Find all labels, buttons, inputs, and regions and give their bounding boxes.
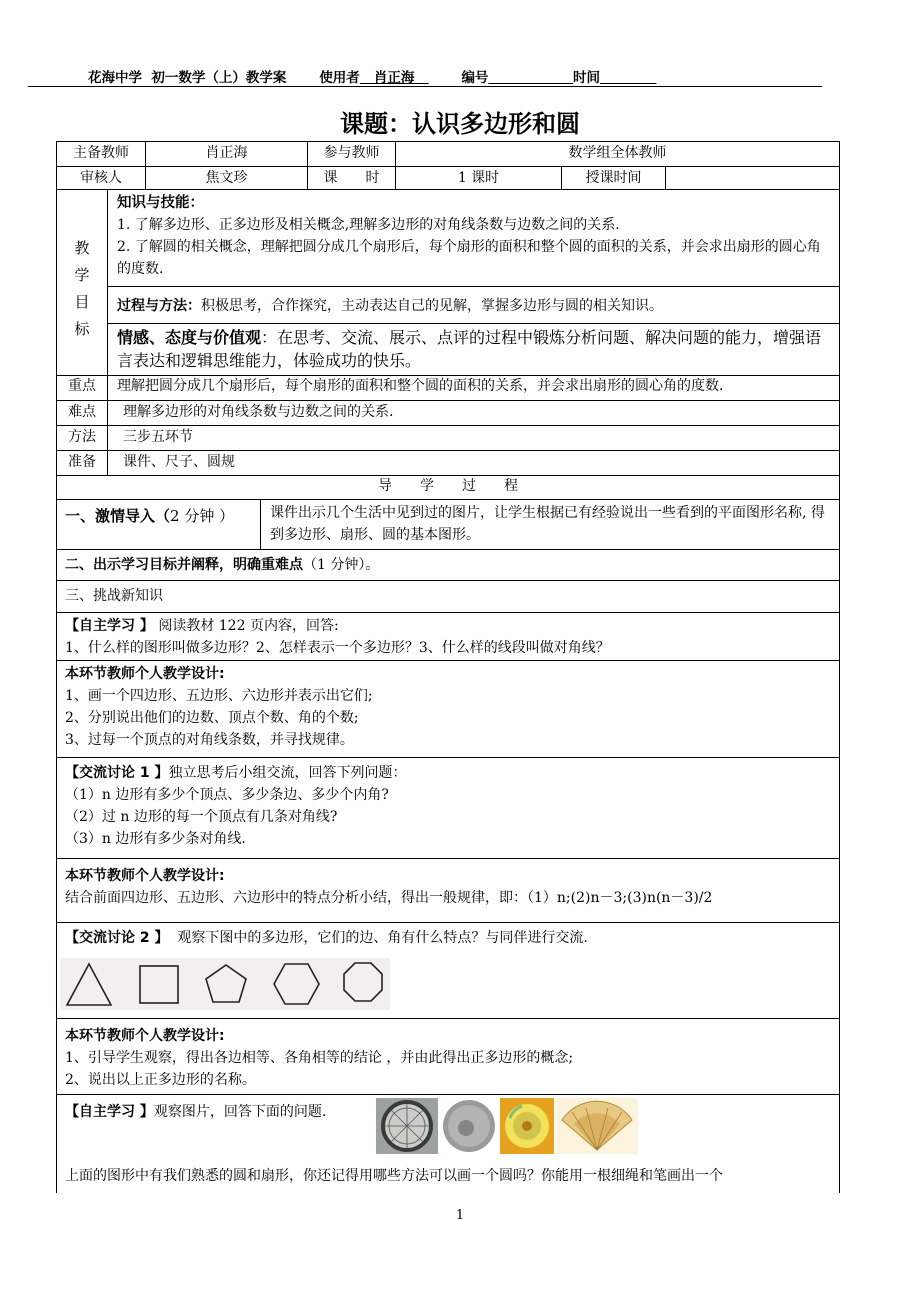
knowledge-cell	[107, 189, 839, 286]
lead-teacher-value: 肖正海	[145, 142, 307, 166]
discussion-1-text: 独立思考后小组交流，回答下列问题：	[168, 765, 407, 781]
process-table	[56, 475, 840, 1193]
process-title: 过程与方法：	[117, 298, 201, 314]
goals-label	[57, 189, 107, 375]
info-table	[56, 141, 840, 190]
self-study-1-questions: 1、什么样的图形叫做多边形？2、怎样表示一个多边形？3、什么样的线段叫做对角线？	[65, 640, 610, 656]
method-value: 三步五环节	[107, 425, 839, 450]
intro-text: 课件出示几个生活中见到过的图片，让学生根据已有经验说出一些看到的平面图形名称, 得到多边形、扇形、圆的基本图形。	[260, 500, 839, 550]
page-number: 1	[455, 1208, 465, 1223]
header-user-name-text: 肖正海	[373, 70, 415, 86]
wheel-photo	[376, 1098, 438, 1154]
prep-value: 课件、尺子、圆规	[107, 450, 839, 475]
key-label: 重点	[68, 378, 96, 394]
intro-title-cell	[57, 500, 260, 550]
design-2-title: 本环节教师个人教学设计:	[65, 868, 225, 884]
self-study-1-text: 阅读教材 122 页内容，回答:	[158, 618, 339, 634]
knowledge-item-1: 1. 了解多边形、正多边形及相关概念,理解多边形的对角线条数与边数之间的关系.	[117, 217, 620, 233]
design-1-line: 1、画一个四边形、五边形、六边形并表示出它们;	[65, 688, 373, 704]
coin-photo	[440, 1098, 498, 1154]
reviewer-label: 审核人	[57, 166, 145, 190]
octagon-shape	[344, 963, 382, 1001]
intro-duration: 2 分钟 ）	[170, 507, 235, 525]
discussion-1-tag: 【交流讨论 1 】	[65, 765, 169, 781]
hours-value: 1 课时	[395, 166, 561, 190]
header-number-label: 编号	[461, 70, 489, 86]
header-course: 初一数学（上）教学案	[151, 70, 287, 86]
design-1-line: 3、过每一个顶点的对角线条数，并寻找规律。	[65, 732, 354, 748]
design-1-line: 2、分别说出他们的边数、顶点个数、角的个数;	[65, 710, 359, 726]
self-study-2-tag: 【自主学习 】	[65, 1104, 154, 1120]
hexagon-shape	[274, 964, 319, 1004]
header-user-label: 使用者	[319, 70, 360, 86]
design-2	[57, 859, 839, 923]
self-study-2-question: 上面的图形中有我们熟悉的圆和扇形，你还记得用哪些方法可以画一个圆吗？你能用一根细绳和笔画出一个	[65, 1168, 723, 1184]
emotion-cell	[107, 323, 839, 375]
goals-table	[56, 189, 840, 376]
summary-table	[56, 375, 840, 476]
method-label: 方法	[57, 425, 107, 450]
participants-value: 数学组全体教师	[395, 142, 839, 166]
hours-label: 课 时	[307, 166, 395, 190]
process-text: 积极思考，合作探究，主动表达自己的见解，掌握多边形与圆的相关知识。	[201, 298, 663, 314]
header-time-label: 时间	[573, 70, 601, 86]
cd-photo	[500, 1098, 554, 1154]
section-3-title: 三、挑战新知识	[65, 588, 163, 604]
emotion-title: 情感、态度与价值观	[117, 328, 262, 347]
design-3-title: 本环节教师个人教学设计:	[65, 1028, 225, 1044]
discussion-2-tag: 【交流讨论 2 】	[65, 930, 169, 946]
polygons-figure	[60, 958, 390, 1010]
design-3	[57, 1019, 839, 1095]
emotion-text: ：在思考、交流、展示、点评的过程中锻炼分析问题、解决问题的能力，增强语言表达和逻辑思维能力，体验成功的快乐。	[117, 328, 822, 370]
self-study-2-text: 观察图片，回答下面的问题.	[153, 1104, 327, 1120]
goals-label-char: 目	[74, 293, 90, 311]
section-2-duration: （1 分钟）。	[303, 557, 380, 573]
discussion-1	[57, 758, 839, 859]
design-2-text: 结合前面四边形、五边形、六边形中的特点分析小结，得出一般规律，即：（1）n;(2)n－3;(3)n(n－3)/2	[65, 890, 713, 906]
knowledge-title: 知识与技能：	[117, 195, 204, 211]
goals-label-char: 学	[74, 266, 90, 284]
design-1-title: 本环节教师个人教学设计:	[65, 666, 225, 682]
header-number-blank	[488, 70, 573, 86]
participants-label: 参与教师	[307, 142, 395, 166]
intro-title: 一、激情导入（	[65, 507, 171, 525]
discussion-1-line: （1）n 边形有多少个顶点、多少条边、多少个内角?	[65, 787, 389, 803]
goals-label-char: 标	[74, 320, 90, 338]
difficulty-label: 难点	[57, 400, 107, 425]
self-study-1	[57, 613, 839, 661]
process-cell	[107, 286, 839, 323]
fan-photo	[556, 1098, 638, 1154]
square-shape	[140, 966, 178, 1003]
discussion-1-line: （2）过 n 边形的每一个顶点有几条对角线?	[65, 809, 338, 825]
goals-label-char: 教	[74, 239, 90, 257]
knowledge-item-2: 2. 了解圆的相关概念，理解把圆分成几个扇形后，每个扇形的面积和整个圆的面积的关系，并会求出扇形的圆心角的度数.	[117, 239, 821, 277]
difficulty-value: 理解多边形的对角线条数与边数之间的关系.	[107, 400, 839, 425]
self-study-1-tag: 【自主学习 】	[65, 618, 154, 634]
header-line	[88, 66, 656, 86]
section-2-title: 二、出示学习目标并阐释，明确重难点	[65, 557, 303, 573]
pentagon-shape	[206, 965, 246, 1002]
page-title: 课题：认识多边形和圆	[340, 110, 580, 138]
reviewer-value: 焦文珍	[145, 166, 307, 190]
triangle-shape	[67, 964, 111, 1005]
section-2	[57, 550, 839, 581]
process-header: 导 学 过 程	[57, 475, 839, 500]
design-3-line: 1、引导学生观察，得出各边相等、各角相等的结论 ，并由此得出正多边形的概念;	[65, 1050, 574, 1066]
design-1	[57, 661, 839, 758]
discussion-2-text: 观察下图中的多边形，它们的边、角有什么特点？与同伴进行交流.	[177, 930, 588, 946]
lesson-time-label: 授课时间	[561, 166, 665, 190]
lesson-time-value	[665, 166, 839, 190]
prep-label: 准备	[57, 450, 107, 475]
header-time-blank	[600, 70, 656, 86]
header-user-name	[360, 70, 429, 86]
key-value: 理解把圆分成几个扇形后，每个扇形的面积和整个圆的面积的关系，并会求出扇形的圆心角的度数.	[107, 375, 839, 400]
discussion-1-line: （3）n 边形有多少条对角线.	[65, 831, 246, 847]
design-3-line: 2、说出以上正多边形的名称。	[65, 1072, 256, 1088]
lead-teacher-label: 主备教师	[73, 145, 129, 161]
section-3	[57, 581, 839, 613]
page-header	[28, 60, 822, 87]
header-school: 花海中学	[88, 70, 142, 86]
polygons-svg	[60, 958, 390, 1010]
